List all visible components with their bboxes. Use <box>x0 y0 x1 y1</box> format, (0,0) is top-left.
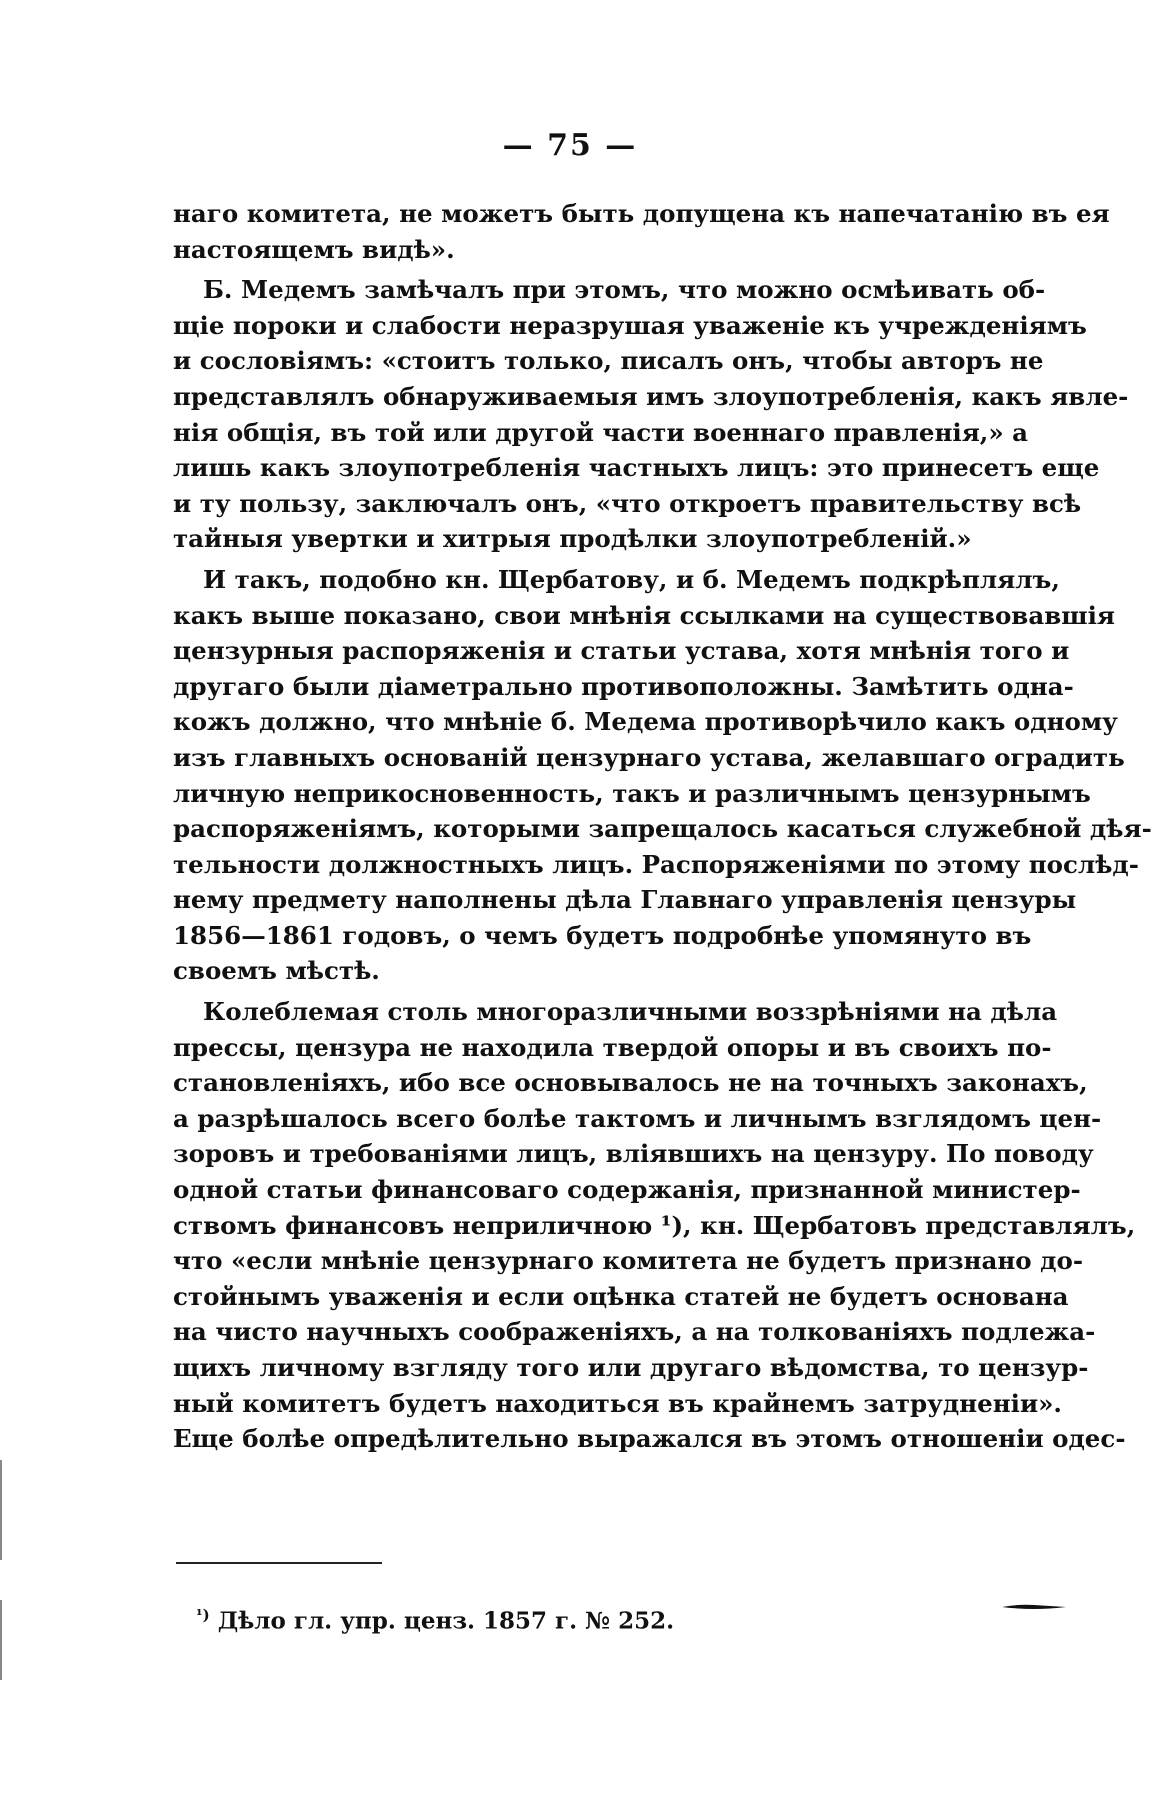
text-line: 1856—1861 годовъ, о чемъ будетъ подробнѣе упомянуто въ <box>173 920 1032 950</box>
text-line: что «если мнѣніе цензурнаго комитета не будетъ признано до- <box>173 1246 1083 1276</box>
paragraph <box>173 196 1110 267</box>
text-line: изъ главныхъ основаній цензурнаго устава, желавшаго оградить <box>173 742 1125 772</box>
paragraph <box>173 272 1129 557</box>
text-line: кожъ должно, что мнѣніе б. Медема противорѣчило какъ одному <box>173 707 1118 737</box>
text-line: становленіяхъ, ибо все основывалось не на точныхъ законахъ, <box>173 1068 1088 1098</box>
text-line: цензурныя распоряженія и статьи устава, хотя мнѣнія того и <box>173 636 1070 666</box>
text-line: лишь какъ злоупотребленія частныхъ лицъ: это принесетъ еще <box>173 453 1100 483</box>
text-line: своемъ мѣстѣ. <box>173 956 380 986</box>
text-line: одной статьи финансоваго содержанія, признанной министер- <box>173 1175 1081 1205</box>
text-line: тайныя увертки и хитрыя продѣлки злоупотребленій.» <box>173 524 972 554</box>
text-line: щіе пороки и слабости неразрушая уваженіе къ учрежденіямъ <box>173 310 1087 340</box>
text-line: личную неприкосновенность, такъ и различнымъ цензурнымъ <box>173 778 1091 808</box>
text-line: а разрѣшалось всего болѣе тактомъ и личнымъ взглядомъ цен- <box>173 1103 1102 1133</box>
footnote-text: Дѣло гл. упр. ценз. 1857 г. № 252. <box>217 1607 675 1635</box>
scan-edge-mark <box>0 1460 2 1560</box>
text-line: представлялъ обнаруживаемыя имъ злоупотребленія, какъ явле- <box>173 381 1129 411</box>
scan-edge-mark <box>0 1600 2 1680</box>
text-line: Колеблемая столь многоразличными воззрѣніями на дѣла <box>203 997 1058 1027</box>
page-number: — 75 — <box>502 128 638 163</box>
paragraph <box>173 994 1136 1457</box>
text-line: Б. Медемъ замѣчалъ при этомъ, что можно осмѣивать об- <box>203 275 1046 305</box>
text-line: Еще болѣе опредѣлительно выражался въ этомъ отношеніи одес- <box>173 1424 1126 1454</box>
text-line: какъ выше показано, свои мнѣнія ссылками на существовавшія <box>173 600 1115 630</box>
footnote-divider <box>176 1562 382 1564</box>
text-line: ствомъ финансовъ неприличною ¹), кн. Щербатовъ представлялъ, <box>173 1210 1136 1240</box>
text-line: нему предмету наполнены дѣла Главнаго управленія цензуры <box>173 885 1077 915</box>
text-line: щихъ личному взгляду того или другаго вѣдомства, то цензур- <box>173 1353 1089 1382</box>
text-line: и ту пользу, заключалъ онъ, «что откроетъ правительству всѣ <box>173 488 1082 518</box>
text-line: и сословіямъ: «стоитъ только, писалъ онъ, чтобы авторъ не <box>173 346 1044 376</box>
text-line: распоряженіямъ, которыми запрещалось касаться служебной дѣя- <box>173 814 1152 844</box>
text-line: И такъ, подобно кн. Щербатову, и б. Медемъ подкрѣплялъ, <box>203 564 1060 594</box>
text-line: на чисто научныхъ соображеніяхъ, а на толкованіяхъ подлежа- <box>173 1317 1096 1347</box>
text-line: нія общія, въ той или другой части военнаго правленія,» а <box>173 417 1029 447</box>
body-text <box>173 196 1152 1457</box>
text-line: ный комитетъ будетъ находиться въ крайнемъ затрудненіи». <box>173 1388 1062 1418</box>
ink-dash-mark <box>1002 1604 1066 1610</box>
footnote-marker: ¹) <box>196 1606 210 1624</box>
text-line: другаго были діаметрально противоположны. Замѣтить одна- <box>173 671 1074 701</box>
paragraph <box>173 562 1152 989</box>
text-line: настоящемъ видѣ». <box>173 234 455 264</box>
text-line: стойнымъ уваженія и если оцѣнка статей не будетъ основана <box>173 1281 1069 1311</box>
text-line: зоровъ и требованіями лицъ, вліявшихъ на цензуру. По поводу <box>173 1139 1094 1169</box>
text-line: прессы, цензура не находила твердой опоры и въ своихъ по- <box>173 1032 1052 1062</box>
text-line: тельности должностныхъ лицъ. Распоряженіями по этому послѣд- <box>173 849 1139 879</box>
text-line: наго комитета, не можетъ быть допущена къ напечатанію въ ея <box>173 199 1110 228</box>
footnote <box>196 1606 674 1635</box>
